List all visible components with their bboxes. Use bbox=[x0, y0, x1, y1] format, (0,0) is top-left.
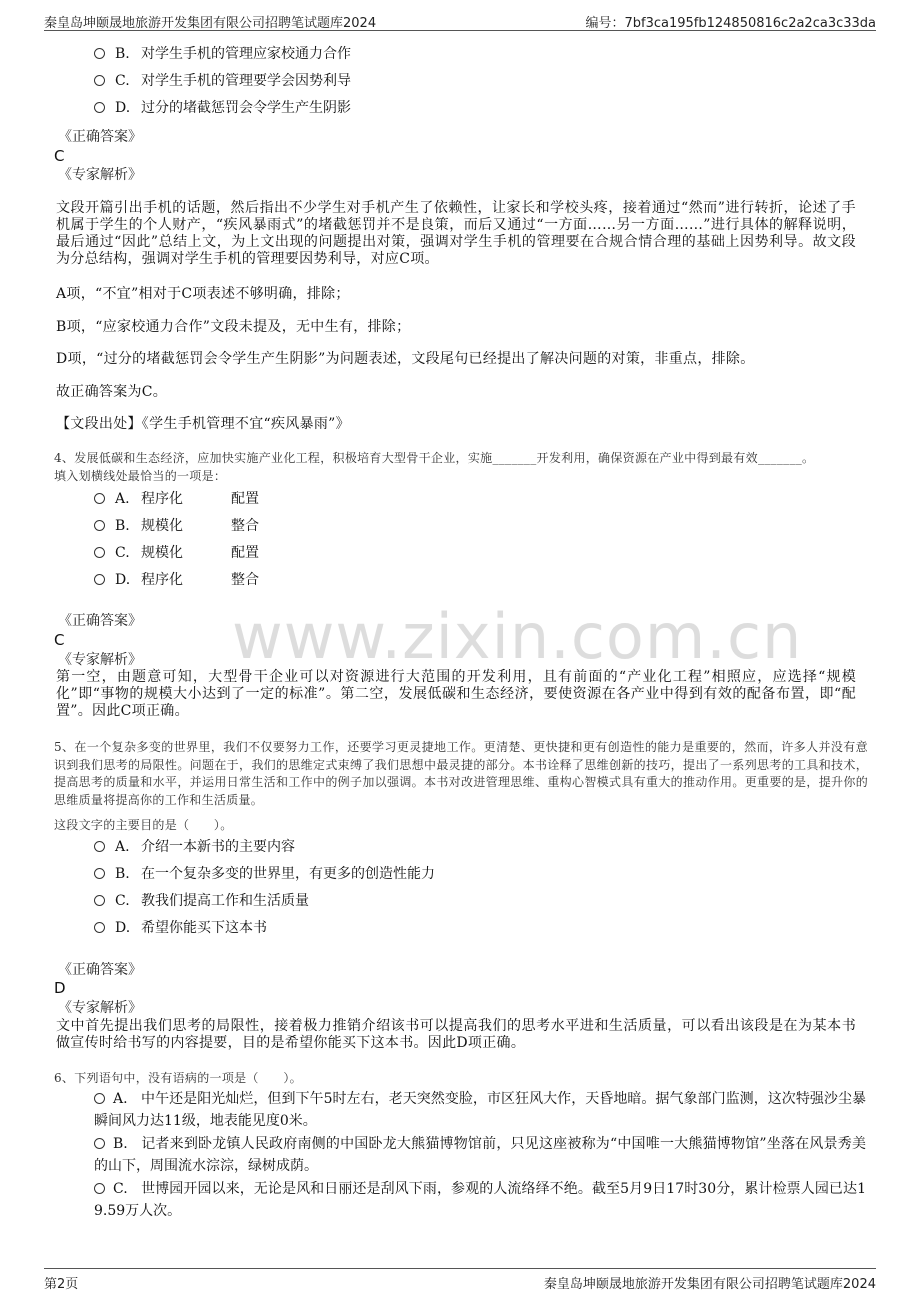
q5-analysis: 文中首先提出我们思考的局限性，接着极力推销介绍该书可以提高我们的思考水平进和生活质量，可以看出该段是在为某本书做宣传时给书写的内容提要，目的是希望你能买下这本书。因此D项正确。 bbox=[56, 1018, 856, 1051]
page-number: 第2页 bbox=[44, 1277, 79, 1292]
radio-icon[interactable] bbox=[94, 1138, 105, 1149]
radio-icon[interactable] bbox=[94, 1093, 105, 1104]
q4-option-a[interactable]: A. 程序化 配置 bbox=[94, 488, 259, 510]
q6-option-b[interactable]: B. 记者来到卧龙镇人民政府南侧的中国卧龙大熊猫博物馆前，只见这座被称为“中国唯一大熊猫博物馆”坐落在风景秀美的山下，周围流水淙淙，绿树成荫。 bbox=[94, 1136, 866, 1174]
q5-option-c[interactable]: C. 教我们提高工作和生活质量 bbox=[94, 890, 309, 912]
q5-question: 这段文字的主要目的是（ ）。 bbox=[54, 818, 233, 832]
q4-prompt: 填入划横线处最恰当的一项是： bbox=[54, 469, 227, 483]
q4-stem: 4、发展低碳和生态经济，应加快实施产业化工程，积极培育大型骨干企业，实施_______开发利用，确保资源在产业中得到最有效_______。 bbox=[54, 451, 815, 465]
q5-option-b[interactable]: B. 在一个复杂多变的世界里，有更多的创造性能力 bbox=[94, 863, 435, 885]
radio-icon[interactable] bbox=[94, 895, 105, 906]
q3-analysis-d: D项，“过分的堵截惩罚会令学生产生阴影”为问题表述，文段尾句已经提出了解决问题的对策，非重点，排除。 bbox=[56, 351, 755, 367]
radio-icon[interactable] bbox=[94, 75, 105, 86]
watermark: www.zixin.com.cn bbox=[232, 600, 803, 673]
q3-source: 【文段出处】《学生手机管理不宜“疾风暴雨”》 bbox=[56, 416, 350, 432]
radio-icon[interactable] bbox=[94, 493, 105, 504]
header-title: 秦皇岛坤颐晟地旅游开发集团有限公司招聘笔试题库2024 bbox=[44, 16, 377, 31]
q3-analysis-a: A项，“不宜”相对于C项表述不够明确，排除； bbox=[56, 286, 350, 302]
q4-option-d[interactable]: D. 程序化 整合 bbox=[94, 569, 259, 591]
q6-option-c[interactable]: C. 世博园开园以来，无论是风和日丽还是刮风下雨，参观的人流络绎不绝。截至5月9日17时30分，累计检票人园已达19.59万人次。 bbox=[94, 1181, 866, 1219]
q5-stem: 5、在一个复杂多变的世界里，我们不仅要努力工作，还要学习更灵捷地工作。更清楚、更快捷和更有创造性的能力是重要的，然而，许多人并没有意识到我们思考的局限性。问题在于，我们的思维定式束缚了我们思想中最灵捷的部分。本书诠释了思维创新的技巧，提出了一系列思考的工具和技术，提高思考的质量和水平，并运用日常生活和工作中的例子加以强调。本书对改进管理思维、重构心智模式具有重大的推动作用。更重要的是，提升你的思维质量将提高你的工作和生活质量。 bbox=[54, 740, 868, 807]
radio-icon[interactable] bbox=[94, 574, 105, 585]
q3-analysis-conclusion: 故正确答案为C。 bbox=[56, 384, 168, 400]
page-header bbox=[44, 8, 876, 31]
q3-analysis-b: B项，“应家校通力合作”文段未提及，无中生有，排除； bbox=[56, 319, 411, 335]
expert-analysis-label: 《专家解析》 bbox=[58, 167, 142, 183]
correct-answer-label: 《正确答案》 bbox=[58, 129, 142, 145]
q3-option-d[interactable]: D. 过分的堵截惩罚会令学生产生阴影 bbox=[94, 97, 351, 119]
expert-analysis-label: 《专家解析》 bbox=[58, 652, 142, 668]
q6-stem: 6、下列语句中，没有语病的一项是（ ）。 bbox=[54, 1071, 302, 1085]
correct-answer-label: 《正确答案》 bbox=[58, 962, 142, 978]
radio-icon[interactable] bbox=[94, 520, 105, 531]
radio-icon[interactable] bbox=[94, 102, 105, 113]
radio-icon[interactable] bbox=[94, 1183, 105, 1194]
q5-option-a[interactable]: A. 介绍一本新书的主要内容 bbox=[94, 836, 295, 858]
q4-option-c[interactable]: C. 规模化 配置 bbox=[94, 542, 259, 564]
q3-option-c[interactable]: C. 对学生手机的管理要学会因势利导 bbox=[94, 70, 351, 92]
q3-option-b[interactable]: B. 对学生手机的管理应家校通力合作 bbox=[94, 43, 351, 65]
radio-icon[interactable] bbox=[94, 868, 105, 879]
correct-answer-label: 《正确答案》 bbox=[58, 613, 142, 629]
expert-analysis-label: 《专家解析》 bbox=[58, 1000, 142, 1016]
q4-option-b[interactable]: B. 规模化 整合 bbox=[94, 515, 259, 537]
radio-icon[interactable] bbox=[94, 48, 105, 59]
q5-option-d[interactable]: D. 希望你能买下这本书 bbox=[94, 917, 267, 939]
radio-icon[interactable] bbox=[94, 922, 105, 933]
q3-analysis-main: 文段开篇引出手机的话题，然后指出不少学生对手机产生了依赖性，让家长和学校头疼，接着通过“然而”进行转折，论述了手机属于学生的个人财产，“疾风暴雨式”的堵截惩罚并不是良策，而后又通过“一方面……另一方面……”进行具体的解释说明，最后通过“因此”总结上文，为上文出现的问题提出对策，强调对学生手机的管理要在合规合情合理的基础上因势利导。故文段为分总结构，强调对学生手机的管理要因势利导，对应C项。 bbox=[56, 200, 856, 267]
radio-icon[interactable] bbox=[94, 547, 105, 558]
q6-option-a[interactable]: A. 中午还是阳光灿烂，但到下午5时左右，老天突然变脸，市区狂风大作，天昏地暗。据气象部门监测，这次特强沙尘暴瞬间风力达11级，地表能见度0米。 bbox=[94, 1091, 866, 1129]
q4-answer: C bbox=[54, 631, 65, 649]
footer-title: 秦皇岛坤颐晟地旅游开发集团有限公司招聘笔试题库2024 bbox=[543, 1277, 876, 1292]
header-doc-id: 编号：7bf3ca195fb124850816c2a2ca3c33da bbox=[585, 16, 876, 31]
q5-answer: D bbox=[54, 979, 66, 997]
q3-answer: C bbox=[54, 147, 65, 165]
radio-icon[interactable] bbox=[94, 841, 105, 852]
q4-analysis: 第一空，由题意可知，大型骨干企业可以对资源进行大范围的开发利用，且有前面的“产业化工程”相照应，应选择“规模化”即“事物的规模大小达到了一定的标准”。第二空，发展低碳和生态经济，要使资源在各产业中得到有效的配备布置，即“配置”。因此C项正确。 bbox=[56, 669, 856, 719]
page-footer bbox=[44, 1268, 876, 1299]
